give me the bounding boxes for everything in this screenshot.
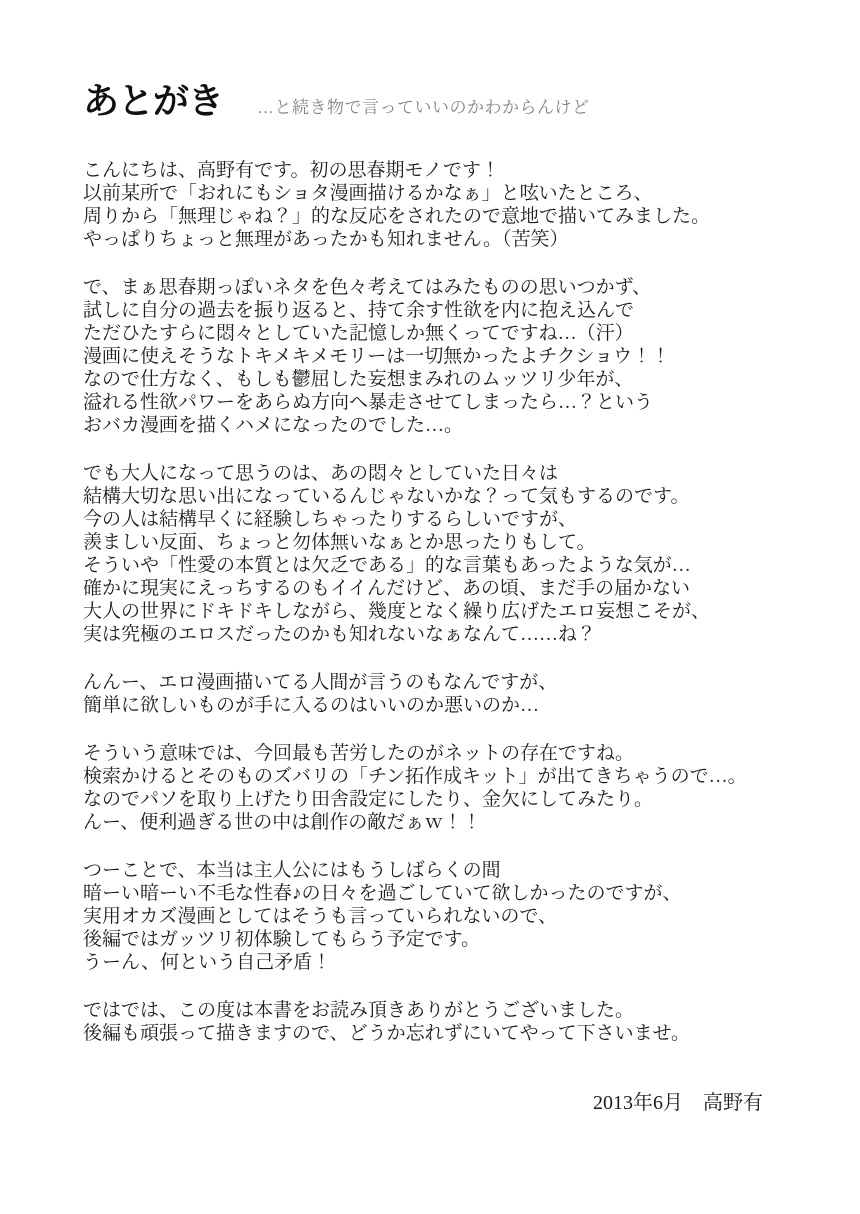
afterword-body [83,159,793,1070]
text-line: 簡単に欲しいものが手に入るのはいいのか悪いのか… [83,695,540,716]
paragraph [83,276,793,437]
text-line: 以前某所で「おれにもショタ漫画描けるかなぁ」と呟いたところ、 [83,183,653,204]
text-line: そういや「性愛の本質とは欠乏である」的な言葉もあったような気が… [83,555,691,576]
text-line: 実用オカズ漫画としてはそうも言っていられないので、 [83,906,558,927]
text-line: でも大人になって思うのは、あの悶々としていた日々は [83,463,559,484]
text-line: 実は究極のエロスだったのかも知れないなぁなんて……ね？ [83,624,597,645]
page-title: あとがき [83,80,224,121]
text-line: おバカ漫画を描くハメになったのでした…。 [83,415,464,436]
text-line: そういう意味では、今回最も苦労したのがネットの存在ですね。 [83,743,635,764]
text-line: ではでは、この度は本書をお読み頂きありがとうございました。 [83,1000,635,1021]
text-line: 溢れる性欲パワーをあらぬ方向へ暴走させてしまったら…？という [83,392,654,413]
text-line: んんー、エロ漫画描いてる人間が言うのもなんですが、 [83,672,558,693]
text-line: 後編ではガッツリ初体験してもらう予定です。 [83,929,481,950]
paragraph [83,859,793,974]
paragraph [83,999,793,1045]
text-line: うーん、何という自己矛盾！ [83,952,332,973]
text-line: 羨ましい反面、ちょっと勿体無いなぁとか思ったりもして。 [83,532,596,553]
text-line: 結構大切な思い出になっているんじゃないかな？って気もするのです。 [83,486,690,507]
paragraph [83,462,793,646]
paragraph [83,159,793,251]
page-header [83,82,590,120]
text-line: 周りから「無理じゃね？」的な反応をされたので意地で描いてみました。 [83,206,711,227]
text-line: 今の人は結構早くに経験しちゃったりするらしいですが、 [83,509,578,530]
text-line: 漫画に使えそうなトキメキメモリーは一切無かったよチクショウ！！ [83,346,671,367]
text-line: で、まぁ思春期っぽいネタを色々考えてはみたものの思いつかず、 [83,277,652,298]
text-line: 暗ーい暗ーい不毛な性春♪の日々を過ごしていて欲しかったのですが、 [83,883,682,904]
page-subtitle: …と続き物で言っていいのかわからんけど [257,98,590,117]
text-line: ただひたすらに悶々としていた記憶しか無くってですね…（汗） [83,323,634,344]
text-line: なので仕方なく、もしも鬱屈した妄想まみれのムッツリ少年が、 [83,369,634,390]
text-line: 確かに現実にえっちするのもイイんだけど、あの頃、まだ手の届かない [83,578,691,599]
text-line: やっぱりちょっと無理があったかも知れません。（苦笑） [83,229,569,250]
text-line: んー、便利過ぎる世の中は創作の敵だぁｗ！！ [83,812,482,833]
text-line: 大人の世界にドキドキしながら、幾度となく繰り広げたエロ妄想こそが、 [83,601,711,622]
text-line: 検索かけるとそのものズバリの「チン拓作成キット」が出てきちゃうので…。 [83,766,747,787]
text-line: 試しに自分の過去を振り返ると、持て余す性欲を内に抱え込んで [83,300,635,321]
text-line: 後編も頑張って描きますので、どうか忘れずにいてやって下さいませ。 [83,1023,691,1044]
text-line: なのでパソを取り上げたり田舎設定にしたり、金欠にしてみたり。 [83,789,654,810]
paragraph [83,742,793,834]
paragraph [83,671,793,717]
author-signature: 2013年6月 高野有 [593,1092,763,1114]
text-line: こんにちは、高野有です。初の思春期モノです！ [83,160,500,181]
text-line: つーことで、本当は主人公にはもうしばらくの間 [83,860,501,881]
